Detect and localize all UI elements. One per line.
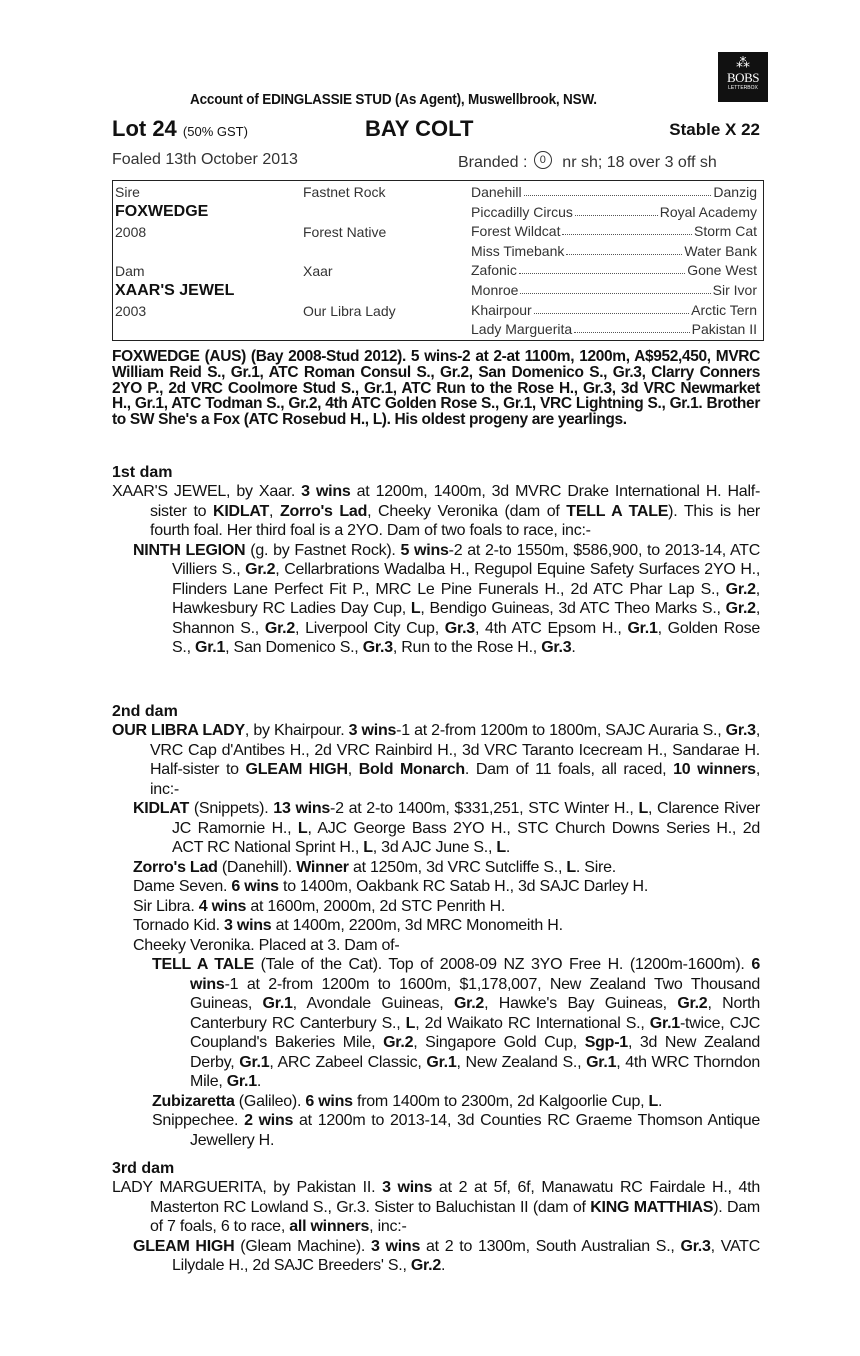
dam-section	[112, 703, 760, 1150]
ancestor-sire: Arctic Tern	[691, 301, 757, 318]
lot-line	[112, 116, 760, 144]
text-run: , North Canterbury RC Canterbury S.,	[190, 995, 761, 1032]
sire-name: FOXWEDGE	[115, 203, 209, 220]
bold-run: Gr.1	[426, 1053, 457, 1071]
text-run: .	[505, 839, 511, 856]
ancestor-name: Lady Marguerita	[471, 321, 573, 338]
text-run: , Avondale Guineas,	[292, 995, 454, 1012]
ancestor-row	[471, 282, 757, 298]
produce-record	[112, 877, 760, 897]
text-run: at 1600m, 2000m, 2d STC Penrith H.	[246, 897, 506, 915]
bold-run: Gr.1	[627, 619, 658, 637]
bold-run: Gr.2	[725, 600, 756, 617]
bold-run: Gr.2	[245, 561, 276, 578]
dam-year: 2003	[115, 303, 147, 319]
text-run: , 4th WRC Thorndon Mile,	[190, 1053, 760, 1090]
text-run: Sir Libra.	[133, 897, 199, 915]
ancestor-name: Piccadilly Circus	[471, 203, 573, 220]
leader-dots	[575, 204, 658, 216]
text-run: , VRC Cap d'Antibes H., 2d VRC Rainbird H., 3d VRC Taranto Icecream H., Sandarae H. Half-sister to	[150, 722, 761, 778]
produce-record	[112, 799, 760, 858]
text-run: , San Domenico S.,	[225, 639, 363, 656]
sire-sire: Fastnet Rock	[303, 184, 386, 200]
bold-run: 10 winners	[673, 761, 756, 778]
bold-run: L	[648, 1092, 659, 1110]
ancestor-sire: Gone West	[687, 262, 757, 279]
bold-run: 6 wins	[231, 878, 279, 895]
branded-label: Branded :	[458, 154, 528, 171]
lot-title: BAY COLT	[365, 116, 474, 141]
horse-rider-icon: ⁂	[736, 54, 750, 70]
ancestor-name: Zafonic	[471, 262, 517, 279]
text-run: at 1200m to 2013-14, 3d Counties RC Graeme Thomson Antique Jewellery H.	[190, 1112, 760, 1149]
ancestor-name: Forest Wildcat	[471, 223, 561, 240]
bold-run: Gr.2	[264, 619, 296, 637]
bold-run: Zubizaretta	[152, 1092, 235, 1110]
ancestor-sire: Danzig	[713, 184, 757, 200]
bold-run: L	[363, 839, 373, 856]
text-run: , inc:-	[369, 1218, 407, 1235]
produce-record	[112, 721, 760, 799]
ancestor-row	[471, 184, 757, 200]
bold-run: 4 wins	[198, 897, 247, 915]
bold-run: Gr.3	[362, 639, 393, 656]
text-run: (Danehill).	[217, 858, 297, 876]
text-run: ). This is her fourth foal. Her third foal is a 2YO. Dam of two foals to race, inc:-	[150, 502, 761, 539]
bold-run: 3 wins	[371, 1237, 421, 1255]
section-heading: 2nd dam	[112, 703, 178, 720]
text-run: Tornado Kid.	[133, 917, 225, 934]
text-run: -twice, CJC Coupland's Bakeries Mile,	[190, 1014, 761, 1051]
text-run: .	[441, 1257, 446, 1274]
bold-run: NINTH LEGION	[133, 541, 246, 559]
bold-run: KIDLAT	[133, 800, 189, 817]
text-run: ). Dam of 7 foals, 6 to race,	[150, 1198, 761, 1235]
dam-section	[112, 464, 760, 658]
text-run: (Snippets).	[188, 800, 274, 817]
text-run: , VATC Lilydale H., 2d SAJC Breeders' S.,	[172, 1237, 761, 1274]
text-run: -1 at 2-from 1200m to 1800m, SAJC Auraria S.,	[396, 722, 726, 739]
section-heading: 1st dam	[112, 464, 173, 481]
produce-record	[112, 1178, 760, 1237]
ancestor-row	[471, 321, 757, 337]
text-run: XAAR'S JEWEL, by Xaar.	[112, 483, 302, 500]
bold-run: GLEAM HIGH	[245, 761, 348, 778]
ancestor-row	[471, 204, 757, 220]
text-run: at 1250m, 3d VRC Sutcliffe S.,	[348, 858, 567, 876]
text-run: from 1400m to 2300m, 2d Kalgoorlie Cup,	[352, 1092, 649, 1110]
text-run: at 2 at 5f, 6f, Manawatu RC Fairdale H., 4th Masterton RC Lowland S., Gr.3. Sister to Baluchistan II (dam of	[150, 1179, 761, 1216]
bold-run: 6 wins	[305, 1092, 353, 1110]
section-heading: 3rd dam	[112, 1160, 175, 1177]
bold-run: 3 wins	[224, 917, 272, 934]
bold-run: OUR LIBRA LADY	[112, 722, 245, 739]
bold-run: Sgp-1	[584, 1034, 628, 1051]
bold-run: L	[297, 819, 308, 837]
text-run: , Hawkesbury RC Ladies Day Cup,	[172, 580, 760, 617]
leader-dots	[566, 243, 682, 255]
text-run: , Golden Rose S.,	[172, 619, 761, 656]
text-run: to 1400m, Oakbank RC Satab H., 3d SAJC Darley H.	[278, 878, 649, 895]
text-run: . Dam of 11 foals, all raced,	[464, 761, 674, 778]
text-run: .	[571, 639, 576, 656]
produce-record	[112, 482, 760, 541]
bold-run: Gr.2	[410, 1257, 441, 1274]
logo	[718, 52, 768, 102]
foaled-date: Foaled 13th October 2013	[112, 151, 298, 168]
gst-note: (50% GST)	[182, 124, 248, 139]
ancestor-sire: Royal Academy	[659, 203, 757, 220]
ancestor-row	[471, 262, 757, 278]
bold-run: L	[638, 800, 648, 817]
lot-label: Lot 24	[112, 116, 177, 141]
bold-run: 3 wins	[348, 722, 397, 739]
ancestor-name: Danehill	[471, 184, 522, 200]
ancestor-sire: Pakistan II	[691, 321, 757, 338]
sire-label: Sire	[115, 184, 140, 200]
text-run: , Liverpool City Cup,	[295, 619, 445, 637]
dam-sire: Xaar	[303, 263, 333, 279]
text-run: , Cellarbrations Wadalba H., Regupol Equine Safety Surfaces 2YO H., Flinders Lane Perfect Fit P., MRC Le Pine Funerals H., 2d ATC Phar Lap S.,	[172, 561, 761, 598]
bold-run: L	[566, 858, 576, 876]
bold-run: L	[405, 1014, 416, 1032]
text-run: , Clarence River JC Ramornie H.,	[172, 800, 761, 837]
dam-name: XAAR'S JEWEL	[115, 282, 235, 299]
bold-run: L	[496, 839, 506, 856]
text-run: , by Khairpour.	[244, 722, 349, 739]
bold-run: Gr.2	[677, 995, 708, 1012]
ancestor-row	[471, 243, 757, 259]
bold-run: 13 wins	[273, 800, 331, 817]
bold-run: 2 wins	[244, 1112, 294, 1129]
leader-dots	[520, 282, 710, 294]
produce-record	[112, 1111, 760, 1150]
ancestor-name: Khairpour	[471, 301, 532, 318]
brand-text: nr sh; 18 over 3 off sh	[562, 154, 717, 171]
bold-run: Gr.1	[586, 1053, 617, 1071]
produce-record	[112, 897, 760, 917]
bold-run: Gr.1	[262, 995, 293, 1012]
text-run: (Tale of the Cat). Top of 2008-09 NZ 3YO Free H. (1200m-1600m).	[253, 956, 752, 973]
brand-mark-icon: 0	[534, 151, 552, 169]
bold-run: L	[410, 600, 421, 617]
produce-record	[112, 858, 760, 878]
bold-run: Winner	[296, 858, 349, 876]
produce-record	[112, 1092, 760, 1112]
text-run: . Sire.	[575, 858, 616, 876]
bold-run: Gr.3	[680, 1237, 711, 1255]
bold-run: Gr.3	[444, 619, 475, 637]
bold-run: 5 wins	[400, 541, 449, 559]
bold-run: Gr.1	[195, 639, 226, 656]
text-run: , ARC Zabeel Classic,	[269, 1053, 427, 1071]
text-run: at 1200m, 1400m, 3d MVRC Drake International H. Half-sister to	[150, 483, 761, 520]
leader-dots	[574, 321, 689, 333]
text-run: (g. by Fastnet Rock).	[245, 541, 401, 559]
logo-sub: LETTERBOX	[728, 85, 758, 91]
produce-record	[112, 541, 760, 658]
bold-run: KIDLAT	[213, 502, 270, 520]
ancestor-name: Miss Timebank	[471, 242, 565, 259]
vendor-account: Account of EDINGLASSIE STUD (As Agent), Muswellbrook, NSW.	[190, 91, 597, 108]
dam-section	[112, 1160, 760, 1276]
text-run: -2 at 2-to 1400m, $331,251, STC Winter H.,	[330, 800, 639, 817]
text-run: , Cheeky Veronika (dam of	[367, 502, 567, 520]
bold-run: Bold Monarch	[358, 761, 465, 778]
text-run: , Bendigo Guineas, 3d ATC Theo Marks S.,	[420, 600, 726, 617]
bold-run: Gr.3	[725, 722, 756, 739]
text-run: at 1400m, 2200m, 3d MRC Monomeith H.	[271, 917, 563, 934]
text-run: , inc:-	[150, 761, 761, 798]
bold-run: 6 wins	[190, 956, 761, 993]
dam-label: Dam	[115, 263, 145, 279]
leader-dots	[562, 223, 692, 235]
leader-dots	[524, 184, 712, 196]
ancestor-row	[471, 302, 757, 318]
text-run: ,	[269, 502, 280, 520]
ancestor-sire: Water Bank	[684, 242, 757, 259]
text-run: , 2d Waikato RC International S.,	[415, 1014, 650, 1032]
produce-record	[112, 916, 760, 936]
bold-run: Gr.1	[649, 1014, 680, 1032]
ancestor-name: Monroe	[471, 282, 519, 298]
bold-run: TELL A TALE	[566, 502, 669, 520]
sire-year: 2008	[115, 224, 147, 240]
bold-run: Gr.2	[383, 1034, 414, 1051]
text-run: at 2 to 1300m, South Australian S.,	[420, 1237, 681, 1255]
text-run: , New Zealand S.,	[456, 1053, 587, 1071]
produce-record	[112, 1237, 760, 1276]
text-run: Dame Seven.	[133, 878, 232, 895]
dam-dam: Our Libra Lady	[303, 303, 396, 319]
ancestor-sire: Storm Cat	[693, 223, 757, 240]
bold-run: GLEAM HIGH	[133, 1237, 235, 1255]
leader-dots	[534, 302, 689, 314]
bold-run: 3 wins	[382, 1179, 433, 1196]
bold-run: Gr.1	[239, 1053, 270, 1071]
bold-run: Zorro's Lad	[133, 858, 218, 876]
sire-dam: Forest Native	[303, 224, 387, 240]
bold-run: Gr.1	[226, 1073, 257, 1090]
text-run: , AJC George Bass 2YO H., STC Church Downs Series H., 2d ACT RC National Sprint H.,	[172, 819, 760, 856]
produce-record	[112, 955, 760, 1092]
stable-number: Stable X 22	[669, 120, 760, 139]
text-run: .	[658, 1092, 663, 1110]
text-run: , 4th ATC Epsom H.,	[474, 619, 628, 637]
bold-run: 3 wins	[301, 483, 351, 500]
text-run: , 3d New Zealand Derby,	[190, 1034, 761, 1071]
bold-run: TELL A TALE	[152, 956, 254, 973]
text-run: (Galileo).	[234, 1092, 306, 1110]
pedigree-table	[112, 180, 764, 341]
bold-run: all winners	[289, 1218, 370, 1235]
ancestor-row	[471, 223, 757, 239]
text-run: LADY MARGUERITA, by Pakistan II.	[112, 1179, 383, 1196]
bold-run: Zorro's Lad	[279, 502, 368, 520]
ancestor-sire: Sir Ivor	[712, 282, 757, 298]
branded-info	[458, 151, 717, 172]
text-run: (Gleam Machine).	[234, 1237, 372, 1255]
text-run: , Run to the Rose H.,	[392, 639, 542, 656]
text-run: -2 at 2-to 1550m, $586,900, to 2013-14, ATC Villiers S.,	[172, 541, 761, 578]
text-run: , Singapore Gold Cup,	[413, 1034, 585, 1051]
bold-run: Gr.3	[541, 639, 572, 656]
sire-summary: FOXWEDGE (AUS) (Bay 2008-Stud 2012). 5 wins-2 at 2-at 1100m, 1200m, A$952,450, MVRC William Reid S., Gr.1, ATC Roman Consul S., Gr.2, San Domenico S., Gr.3, Clarry Conners 2YO P., 2d VRC Coolmore Stud S., Gr.1, ATC Run to the Rose H., Gr.3, 3d VRC Newmarket H., Gr.1, ATC Todman S., Gr.2, 4th ATC Golden Rose S., Gr.1, VRC Lightning S., Gr.1. Brother to SW She's a Fox (ATC Rosebud H., L). His oldest progeny are yearlings.	[112, 348, 760, 429]
leader-dots	[519, 262, 685, 274]
text-run: , Hawke's Bay Guineas,	[484, 995, 678, 1012]
produce-record	[112, 936, 760, 956]
text-run: , Shannon S.,	[172, 600, 761, 637]
text-run: , 3d AJC June S.,	[372, 839, 497, 856]
text-run: Cheeky Veronika. Placed at 3. Dam of-	[133, 936, 400, 954]
text-run: .	[256, 1073, 262, 1090]
text-run: ,	[347, 761, 359, 778]
lot-number	[112, 116, 248, 142]
text-run: -1 at 2-from 1200m to 1600m, $1,178,007, New Zealand Two Thousand Guineas,	[190, 975, 760, 1012]
text-run: Snippechee.	[152, 1112, 245, 1129]
bold-run: KING MATTHIAS	[590, 1198, 714, 1216]
bold-run: Gr.2	[453, 995, 485, 1012]
bold-run: Gr.2	[725, 580, 756, 598]
logo-name: BOBS	[727, 70, 759, 85]
